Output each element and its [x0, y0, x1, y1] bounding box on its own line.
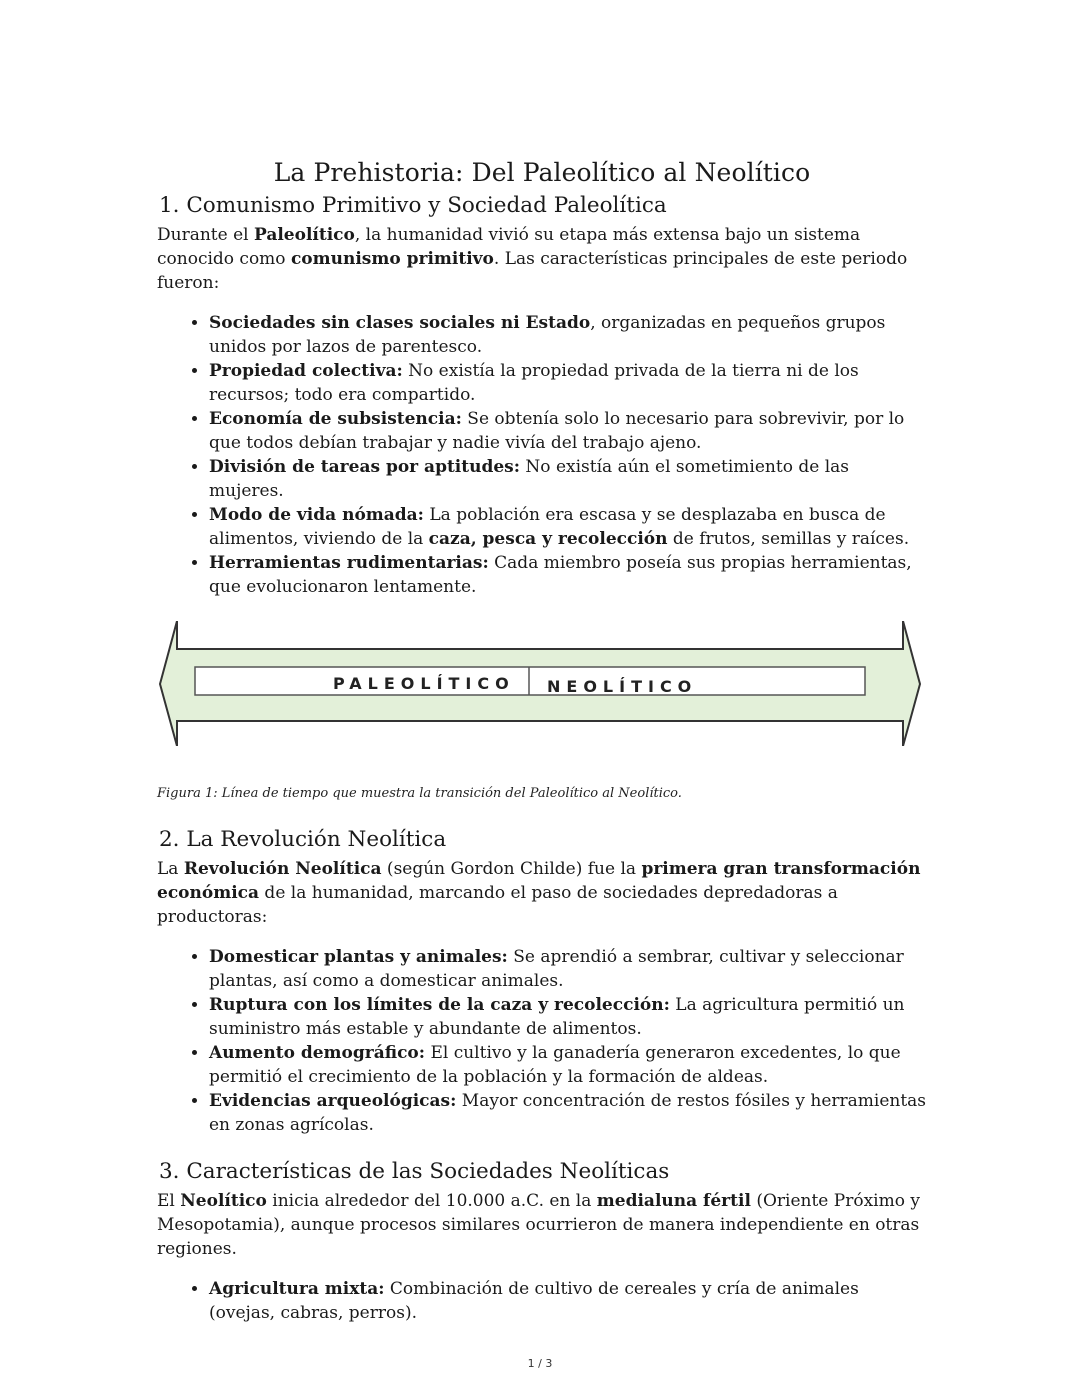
text-run: , la humanidad vivió su etapa más extensa bajo un sistema conocido como: [157, 225, 861, 269]
section-1: [157, 193, 927, 599]
bold-text: Agricultura mixta:: [209, 1279, 385, 1299]
section-heading: 2. La Revolución Neolítica: [159, 827, 447, 852]
text-run: No existía aún el sometimiento de las mujeres.: [209, 457, 849, 501]
bold-text: comunismo primitivo: [290, 249, 494, 269]
list-item: [209, 311, 927, 359]
list-item: [209, 407, 927, 455]
text-run: . Las características principales de este periodo fueron:: [157, 249, 908, 293]
text-run: (Oriente Próximo y Mesopotamia), aunque procesos similares ocurrieron de manera independiente en otras regiones.: [157, 1191, 920, 1259]
list-item: [209, 503, 927, 551]
bold-text: Herramientas rudimentarias:: [209, 553, 489, 573]
text-run: La: [157, 859, 184, 879]
section-intro: [157, 1189, 927, 1261]
paleolitico-label: PALEOLÍTICO: [333, 674, 515, 693]
section-intro: [157, 857, 927, 929]
bold-text: primera gran transformación económica: [157, 859, 921, 903]
text-run: inicia alrededor del 10.000 a.C. en la: [266, 1191, 597, 1211]
list-item: [209, 1041, 927, 1089]
bold-text: Revolución Neolítica: [183, 859, 382, 879]
bold-text: Sociedades sin clases sociales ni Estado: [209, 313, 591, 333]
section-intro: [157, 223, 927, 295]
document-title: La Prehistoria: Del Paleolítico al Neolítico: [273, 158, 811, 187]
text-run: Se obtenía solo lo necesario para sobrevivir, por lo que todos debían trabajar y nadie vivía del trabajo ajeno.: [209, 409, 905, 453]
text-run: El cultivo y la ganadería generaron excedentes, lo que permitió el crecimiento de la población y la formación de aldeas.: [209, 1043, 901, 1087]
bold-text: Aumento demográfico:: [209, 1043, 426, 1063]
list-item: [209, 551, 927, 599]
bullet-list: [157, 1277, 927, 1325]
text-run: El: [157, 1191, 181, 1211]
bold-text: División de tareas por aptitudes:: [209, 457, 521, 477]
timeline-arrow: [157, 621, 927, 746]
timeline-figure: [157, 621, 927, 746]
list-item: [209, 359, 927, 407]
bold-text: Economía de subsistencia:: [209, 409, 462, 429]
text-run: Durante el: [157, 225, 254, 245]
bold-text: Propiedad colectiva:: [209, 361, 403, 381]
list-item: [209, 993, 927, 1041]
bold-text: Modo de vida nómada:: [209, 505, 424, 525]
section-heading: 1. Comunismo Primitivo y Sociedad Paleolítica: [159, 193, 667, 218]
bold-text: Paleolítico: [254, 225, 355, 245]
text-run: Combinación de cultivo de cereales y cría de animales (ovejas, cabras, perros).: [209, 1279, 859, 1323]
text-run: Cada miembro poseía sus propias herramientas, que evolucionaron lentamente.: [209, 553, 912, 597]
section-3: [157, 1159, 927, 1325]
text-run: (según Gordon Childe) fue la: [381, 859, 642, 879]
bullet-list: [157, 311, 927, 599]
list-item: [209, 1089, 927, 1137]
section-heading: 3. Características de las Sociedades Neolíticas: [159, 1159, 670, 1184]
bold-text: medialuna fértil: [596, 1191, 751, 1211]
text-run: , organizadas en pequeños grupos unidos por lazos de parentesco.: [209, 313, 886, 357]
text-run: Se aprendió a sembrar, cultivar y seleccionar plantas, así como a domesticar animales.: [209, 947, 904, 991]
bold-text: caza, pesca y recolección: [428, 529, 668, 549]
list-item: [209, 1277, 927, 1325]
document-page: [157, 158, 927, 1325]
page-number: 1 / 3: [527, 1357, 553, 1370]
text-run: de frutos, semillas y raíces.: [667, 529, 910, 549]
bullet-list: [157, 945, 927, 1137]
timeline-box: [195, 667, 865, 695]
figure-caption: Figura 1: Línea de tiempo que muestra la transición del Paleolítico al Neolítico.: [157, 786, 682, 801]
neolitico-label: NEOLÍTICO: [547, 677, 698, 696]
list-item: [209, 945, 927, 993]
text-run: No existía la propiedad privada de la tierra ni de los recursos; todo era compartido.: [209, 361, 859, 405]
text-run: La agricultura permitió un suministro más estable y abundante de alimentos.: [209, 995, 905, 1039]
text-run: Mayor concentración de restos fósiles y herramientas en zonas agrícolas.: [209, 1091, 927, 1135]
text-run: de la humanidad, marcando el paso de sociedades depredadoras a productoras:: [157, 883, 838, 927]
bold-text: Evidencias arqueológicas:: [209, 1091, 457, 1111]
list-item: [209, 455, 927, 503]
section-2: [157, 827, 927, 1137]
bold-text: Domesticar plantas y animales:: [209, 947, 508, 967]
bold-text: Ruptura con los límites de la caza y recolección:: [209, 995, 670, 1015]
text-run: La población era escasa y se desplazaba en busca de alimentos, viviendo de la: [209, 505, 886, 549]
bold-text: Neolítico: [180, 1191, 267, 1211]
